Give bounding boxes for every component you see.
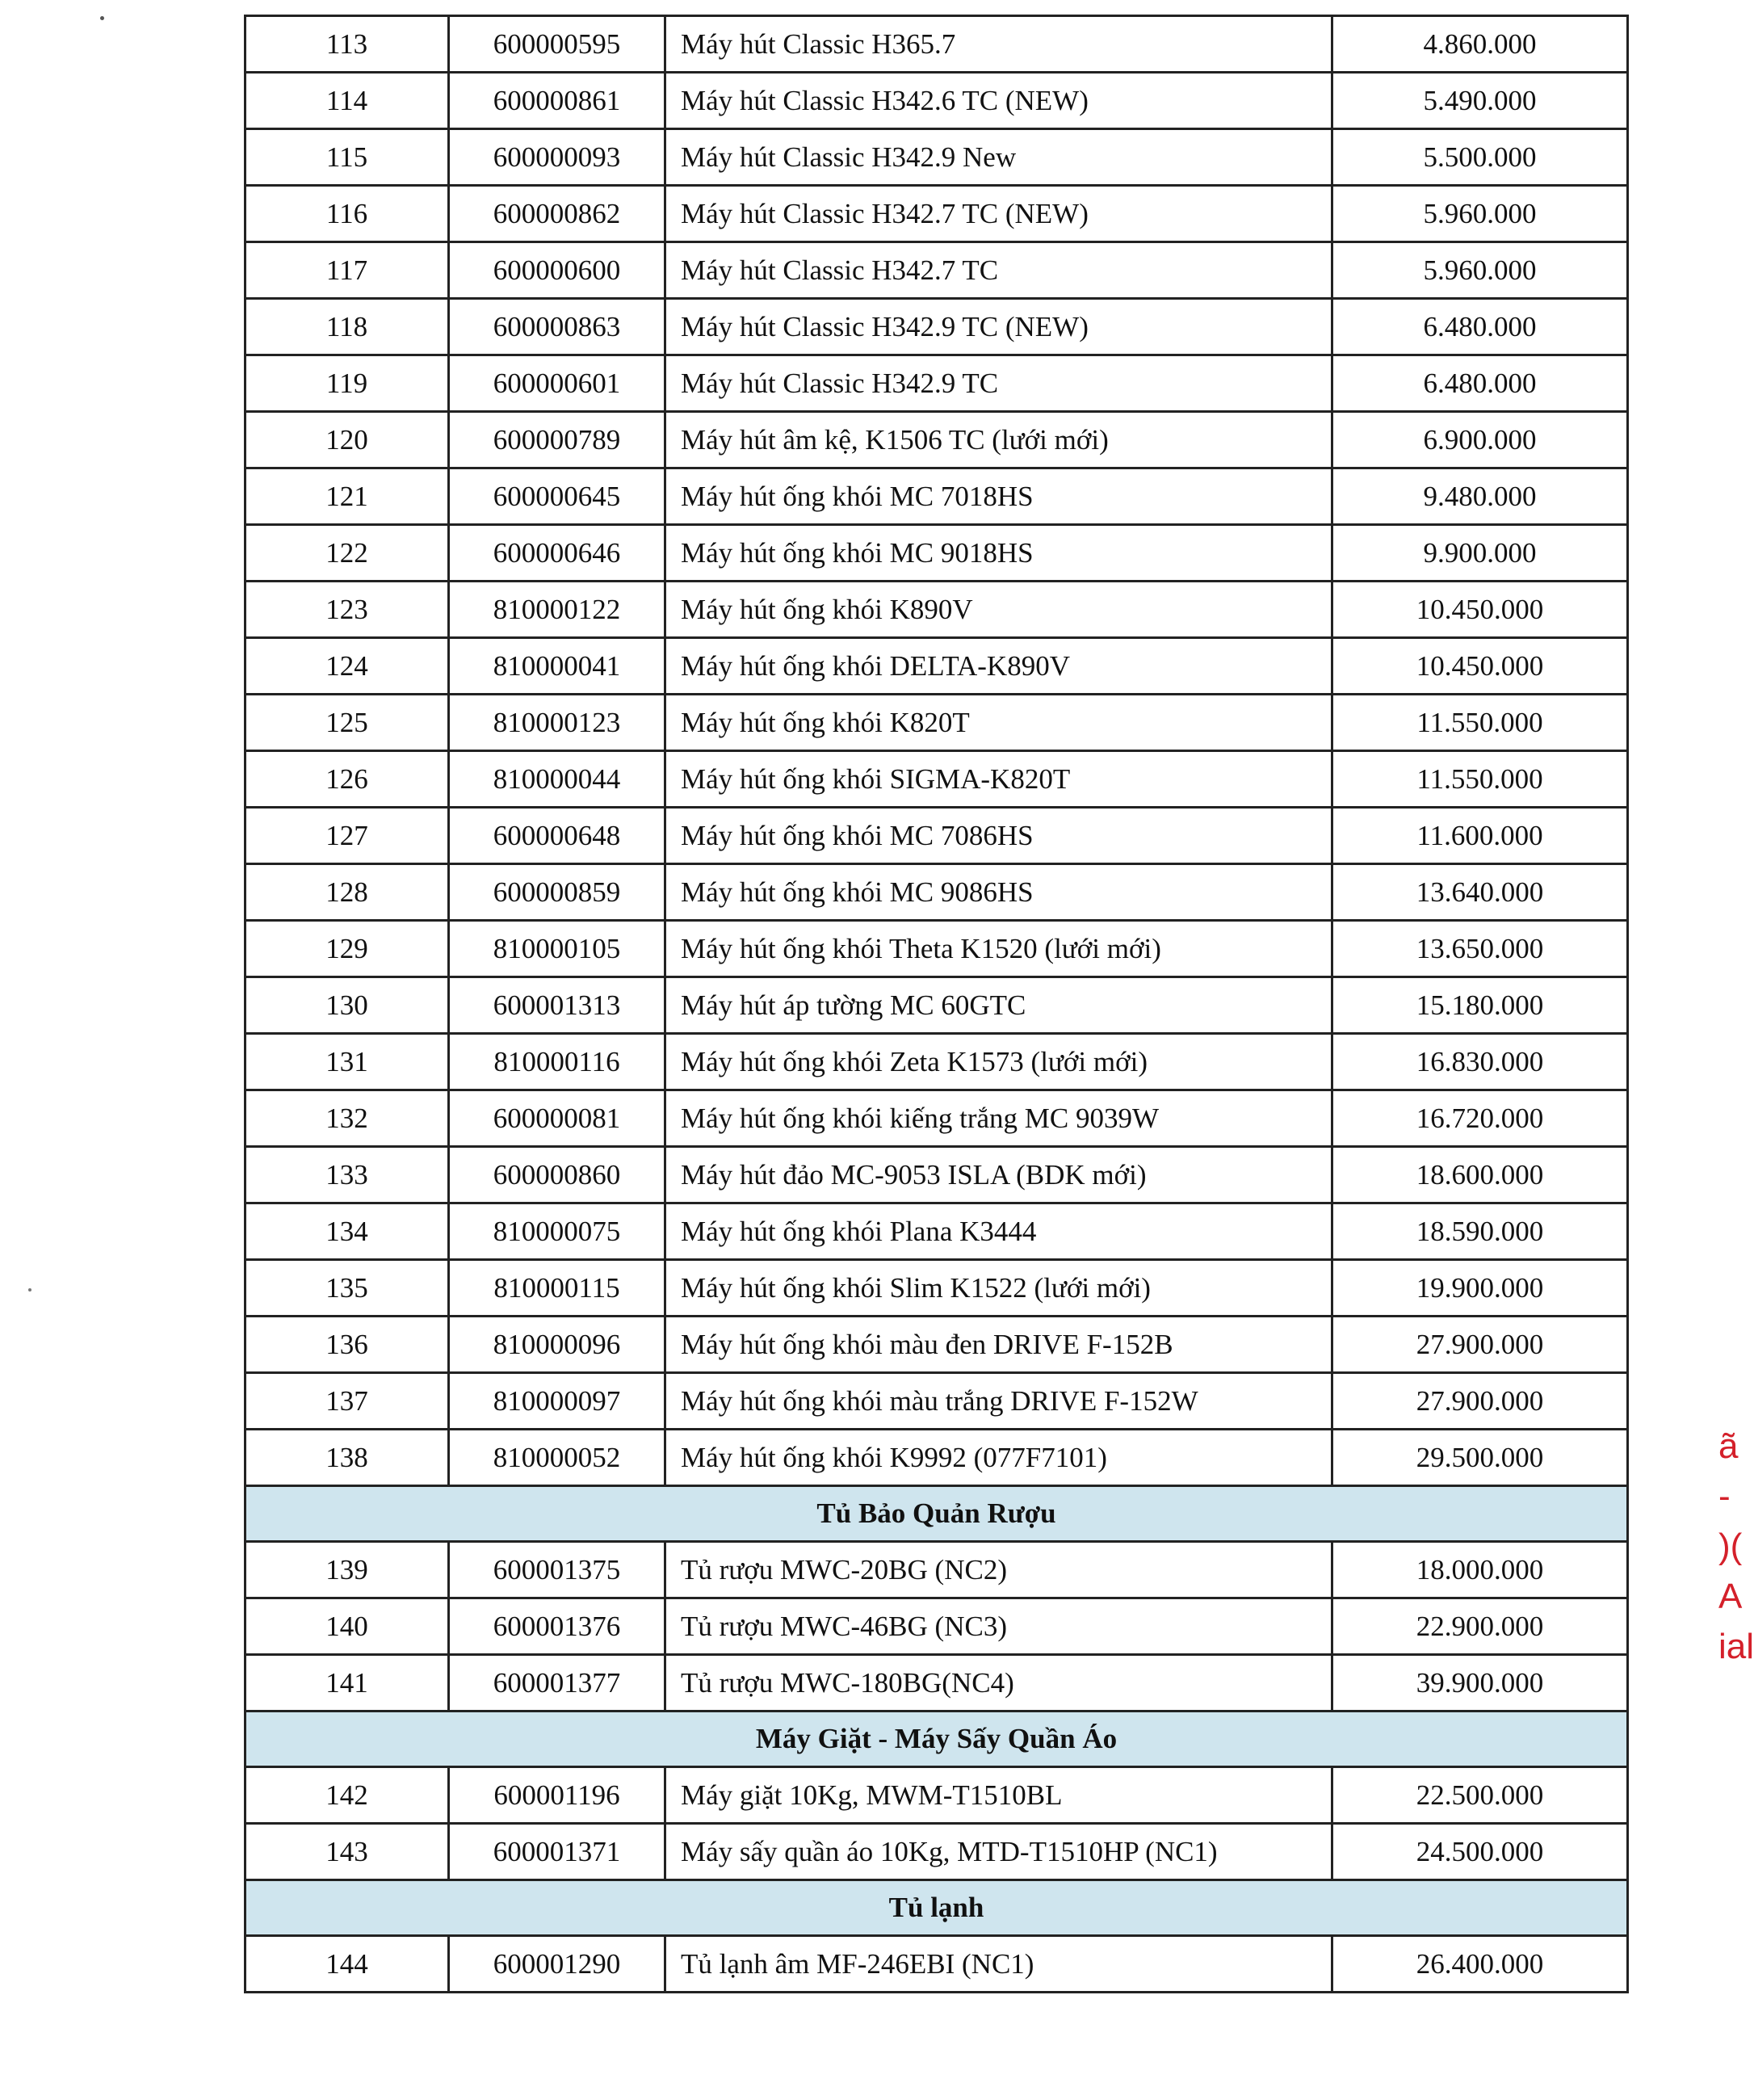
price-cell: 4.860.000 bbox=[1332, 16, 1628, 73]
table-row bbox=[245, 468, 1628, 525]
product-name-cell: Máy hút ống khói MC 9086HS bbox=[665, 864, 1332, 921]
product-name-cell: Máy hút âm kệ, K1506 TC (lưới mới) bbox=[665, 412, 1332, 468]
price-cell: 18.000.000 bbox=[1332, 1542, 1628, 1598]
table-row bbox=[245, 921, 1628, 977]
table-row bbox=[245, 1598, 1628, 1655]
price-cell: 16.830.000 bbox=[1332, 1034, 1628, 1090]
product-code-cell: 600000093 bbox=[449, 129, 665, 186]
price-cell: 6.480.000 bbox=[1332, 299, 1628, 355]
product-code-cell: 600001375 bbox=[449, 1542, 665, 1598]
table-row bbox=[245, 1430, 1628, 1486]
row-number-cell: 116 bbox=[245, 186, 449, 242]
price-cell: 6.480.000 bbox=[1332, 355, 1628, 412]
product-name-cell: Máy hút ống khói màu đen DRIVE F-152B bbox=[665, 1317, 1332, 1373]
table-row bbox=[245, 1090, 1628, 1147]
table-row bbox=[245, 638, 1628, 695]
table-row bbox=[245, 16, 1628, 73]
product-name-cell: Máy giặt 10Kg, MWM-T1510BL bbox=[665, 1767, 1332, 1824]
row-number-cell: 132 bbox=[245, 1090, 449, 1147]
row-number-cell: 135 bbox=[245, 1260, 449, 1317]
row-number-cell: 121 bbox=[245, 468, 449, 525]
product-code-cell: 600000862 bbox=[449, 186, 665, 242]
section-title: Máy Giặt - Máy Sấy Quần Áo bbox=[245, 1712, 1628, 1767]
row-number-cell: 141 bbox=[245, 1655, 449, 1712]
table-row bbox=[245, 73, 1628, 129]
product-name-cell: Máy hút ống khói màu trắng DRIVE F-152W bbox=[665, 1373, 1332, 1430]
product-code-cell: 810000052 bbox=[449, 1430, 665, 1486]
section-header-row bbox=[245, 1712, 1628, 1767]
price-cell: 24.500.000 bbox=[1332, 1824, 1628, 1880]
price-cell: 5.500.000 bbox=[1332, 129, 1628, 186]
margin-mark bbox=[100, 16, 104, 20]
price-cell: 15.180.000 bbox=[1332, 977, 1628, 1034]
row-number-cell: 127 bbox=[245, 808, 449, 864]
product-code-cell: 600001290 bbox=[449, 1936, 665, 1993]
product-code-cell: 810000122 bbox=[449, 582, 665, 638]
product-code-cell: 600000645 bbox=[449, 468, 665, 525]
table-row bbox=[245, 1655, 1628, 1712]
table-row bbox=[245, 695, 1628, 751]
row-number-cell: 129 bbox=[245, 921, 449, 977]
product-name-cell: Máy hút ống khói MC 9018HS bbox=[665, 525, 1332, 582]
row-number-cell: 113 bbox=[245, 16, 449, 73]
product-name-cell: Tủ lạnh âm MF-246EBI (NC1) bbox=[665, 1936, 1332, 1993]
product-name-cell: Máy hút áp tường MC 60GTC bbox=[665, 977, 1332, 1034]
product-code-cell: 600000860 bbox=[449, 1147, 665, 1203]
product-code-cell: 600000861 bbox=[449, 73, 665, 129]
price-cell: 10.450.000 bbox=[1332, 638, 1628, 695]
product-name-cell: Máy hút đảo MC-9053 ISLA (BDK mới) bbox=[665, 1147, 1332, 1203]
product-name-cell: Máy hút ống khói K9992 (077F7101) bbox=[665, 1430, 1332, 1486]
product-name-cell: Máy hút Classic H342.7 TC bbox=[665, 242, 1332, 299]
row-number-cell: 137 bbox=[245, 1373, 449, 1430]
section-header-row bbox=[245, 1486, 1628, 1542]
stamp-glyph: ã bbox=[1718, 1426, 1739, 1466]
table-row bbox=[245, 1542, 1628, 1598]
price-table bbox=[244, 15, 1629, 1993]
product-name-cell: Máy hút Classic H342.7 TC (NEW) bbox=[665, 186, 1332, 242]
product-name-cell: Máy hút Classic H342.9 TC bbox=[665, 355, 1332, 412]
margin-mark bbox=[28, 1288, 31, 1292]
row-number-cell: 118 bbox=[245, 299, 449, 355]
product-name-cell: Máy hút ống khói Theta K1520 (lưới mới) bbox=[665, 921, 1332, 977]
stamp-glyph: ial bbox=[1718, 1627, 1754, 1666]
table-row bbox=[245, 751, 1628, 808]
price-cell: 27.900.000 bbox=[1332, 1373, 1628, 1430]
product-code-cell: 600000859 bbox=[449, 864, 665, 921]
table-row bbox=[245, 525, 1628, 582]
row-number-cell: 142 bbox=[245, 1767, 449, 1824]
table-row bbox=[245, 186, 1628, 242]
row-number-cell: 139 bbox=[245, 1542, 449, 1598]
product-name-cell: Tủ rượu MWC-180BG(NC4) bbox=[665, 1655, 1332, 1712]
row-number-cell: 144 bbox=[245, 1936, 449, 1993]
stamp-glyph: - bbox=[1718, 1476, 1731, 1516]
price-cell: 9.480.000 bbox=[1332, 468, 1628, 525]
table-row bbox=[245, 412, 1628, 468]
row-number-cell: 140 bbox=[245, 1598, 449, 1655]
row-number-cell: 126 bbox=[245, 751, 449, 808]
product-code-cell: 600000081 bbox=[449, 1090, 665, 1147]
table-row bbox=[245, 1373, 1628, 1430]
price-cell: 11.600.000 bbox=[1332, 808, 1628, 864]
row-number-cell: 133 bbox=[245, 1147, 449, 1203]
product-code-cell: 600000863 bbox=[449, 299, 665, 355]
price-cell: 27.900.000 bbox=[1332, 1317, 1628, 1373]
price-cell: 39.900.000 bbox=[1332, 1655, 1628, 1712]
product-name-cell: Máy hút Classic H342.9 TC (NEW) bbox=[665, 299, 1332, 355]
table-row bbox=[245, 977, 1628, 1034]
product-name-cell: Máy hút Classic H342.9 New bbox=[665, 129, 1332, 186]
table-row bbox=[245, 1824, 1628, 1880]
product-code-cell: 600001377 bbox=[449, 1655, 665, 1712]
row-number-cell: 117 bbox=[245, 242, 449, 299]
price-cell: 9.900.000 bbox=[1332, 525, 1628, 582]
row-number-cell: 115 bbox=[245, 129, 449, 186]
product-code-cell: 810000115 bbox=[449, 1260, 665, 1317]
price-cell: 19.900.000 bbox=[1332, 1260, 1628, 1317]
price-cell: 5.960.000 bbox=[1332, 186, 1628, 242]
price-cell: 22.500.000 bbox=[1332, 1767, 1628, 1824]
row-number-cell: 131 bbox=[245, 1034, 449, 1090]
product-name-cell: Máy hút ống khói SIGMA-K820T bbox=[665, 751, 1332, 808]
price-cell: 11.550.000 bbox=[1332, 695, 1628, 751]
product-name-cell: Máy hút ống khói K820T bbox=[665, 695, 1332, 751]
row-number-cell: 119 bbox=[245, 355, 449, 412]
row-number-cell: 138 bbox=[245, 1430, 449, 1486]
table-row bbox=[245, 355, 1628, 412]
product-code-cell: 600000600 bbox=[449, 242, 665, 299]
section-header-row bbox=[245, 1880, 1628, 1936]
row-number-cell: 134 bbox=[245, 1203, 449, 1260]
product-name-cell: Máy sấy quần áo 10Kg, MTD-T1510HP (NC1) bbox=[665, 1824, 1332, 1880]
product-code-cell: 810000075 bbox=[449, 1203, 665, 1260]
price-cell: 5.960.000 bbox=[1332, 242, 1628, 299]
price-cell: 18.600.000 bbox=[1332, 1147, 1628, 1203]
table-row bbox=[245, 864, 1628, 921]
row-number-cell: 114 bbox=[245, 73, 449, 129]
product-name-cell: Máy hút ống khói Plana K3444 bbox=[665, 1203, 1332, 1260]
row-number-cell: 120 bbox=[245, 412, 449, 468]
product-name-cell: Máy hút ống khói MC 7018HS bbox=[665, 468, 1332, 525]
price-cell: 18.590.000 bbox=[1332, 1203, 1628, 1260]
product-code-cell: 600001376 bbox=[449, 1598, 665, 1655]
product-code-cell: 600001196 bbox=[449, 1767, 665, 1824]
table-row bbox=[245, 129, 1628, 186]
product-code-cell: 810000123 bbox=[449, 695, 665, 751]
product-code-cell: 600000601 bbox=[449, 355, 665, 412]
price-cell: 6.900.000 bbox=[1332, 412, 1628, 468]
table-row bbox=[245, 1936, 1628, 1993]
product-name-cell: Máy hút ống khói DELTA-K890V bbox=[665, 638, 1332, 695]
product-name-cell: Tủ rượu MWC-46BG (NC3) bbox=[665, 1598, 1332, 1655]
price-cell: 13.650.000 bbox=[1332, 921, 1628, 977]
section-title: Tủ lạnh bbox=[245, 1880, 1628, 1936]
product-code-cell: 600000595 bbox=[449, 16, 665, 73]
table-row bbox=[245, 1260, 1628, 1317]
product-name-cell: Máy hút ống khói K890V bbox=[665, 582, 1332, 638]
row-number-cell: 130 bbox=[245, 977, 449, 1034]
table-row bbox=[245, 1767, 1628, 1824]
price-cell: 26.400.000 bbox=[1332, 1936, 1628, 1993]
row-number-cell: 143 bbox=[245, 1824, 449, 1880]
product-code-cell: 810000097 bbox=[449, 1373, 665, 1430]
table-row bbox=[245, 242, 1628, 299]
stamp-glyph: A bbox=[1718, 1577, 1743, 1616]
row-number-cell: 124 bbox=[245, 638, 449, 695]
product-name-cell: Máy hút ống khói Zeta K1573 (lưới mới) bbox=[665, 1034, 1332, 1090]
product-name-cell: Máy hút ống khói MC 7086HS bbox=[665, 808, 1332, 864]
table-row bbox=[245, 299, 1628, 355]
section-title: Tủ Bảo Quản Rượu bbox=[245, 1486, 1628, 1542]
product-code-cell: 810000041 bbox=[449, 638, 665, 695]
table-row bbox=[245, 1034, 1628, 1090]
price-cell: 10.450.000 bbox=[1332, 582, 1628, 638]
product-code-cell: 600001371 bbox=[449, 1824, 665, 1880]
price-table-body bbox=[245, 16, 1628, 1993]
price-cell: 13.640.000 bbox=[1332, 864, 1628, 921]
product-name-cell: Máy hút ống khói kiếng trắng MC 9039W bbox=[665, 1090, 1332, 1147]
stamp-glyph: )( bbox=[1718, 1527, 1743, 1566]
product-code-cell: 600001313 bbox=[449, 977, 665, 1034]
product-code-cell: 810000116 bbox=[449, 1034, 665, 1090]
product-name-cell: Tủ rượu MWC-20BG (NC2) bbox=[665, 1542, 1332, 1598]
product-code-cell: 810000096 bbox=[449, 1317, 665, 1373]
price-cell: 22.900.000 bbox=[1332, 1598, 1628, 1655]
product-code-cell: 600000648 bbox=[449, 808, 665, 864]
row-number-cell: 128 bbox=[245, 864, 449, 921]
row-number-cell: 123 bbox=[245, 582, 449, 638]
price-cell: 11.550.000 bbox=[1332, 751, 1628, 808]
table-row bbox=[245, 1317, 1628, 1373]
red-stamp-fragment bbox=[1718, 1422, 1754, 1728]
price-cell: 29.500.000 bbox=[1332, 1430, 1628, 1486]
price-cell: 16.720.000 bbox=[1332, 1090, 1628, 1147]
table-row bbox=[245, 1203, 1628, 1260]
row-number-cell: 122 bbox=[245, 525, 449, 582]
product-code-cell: 810000044 bbox=[449, 751, 665, 808]
product-name-cell: Máy hút Classic H365.7 bbox=[665, 16, 1332, 73]
table-row bbox=[245, 808, 1628, 864]
price-cell: 5.490.000 bbox=[1332, 73, 1628, 129]
row-number-cell: 125 bbox=[245, 695, 449, 751]
product-code-cell: 810000105 bbox=[449, 921, 665, 977]
product-code-cell: 600000789 bbox=[449, 412, 665, 468]
product-name-cell: Máy hút ống khói Slim K1522 (lưới mới) bbox=[665, 1260, 1332, 1317]
row-number-cell: 136 bbox=[245, 1317, 449, 1373]
table-row bbox=[245, 582, 1628, 638]
table-row bbox=[245, 1147, 1628, 1203]
product-code-cell: 600000646 bbox=[449, 525, 665, 582]
product-name-cell: Máy hút Classic H342.6 TC (NEW) bbox=[665, 73, 1332, 129]
